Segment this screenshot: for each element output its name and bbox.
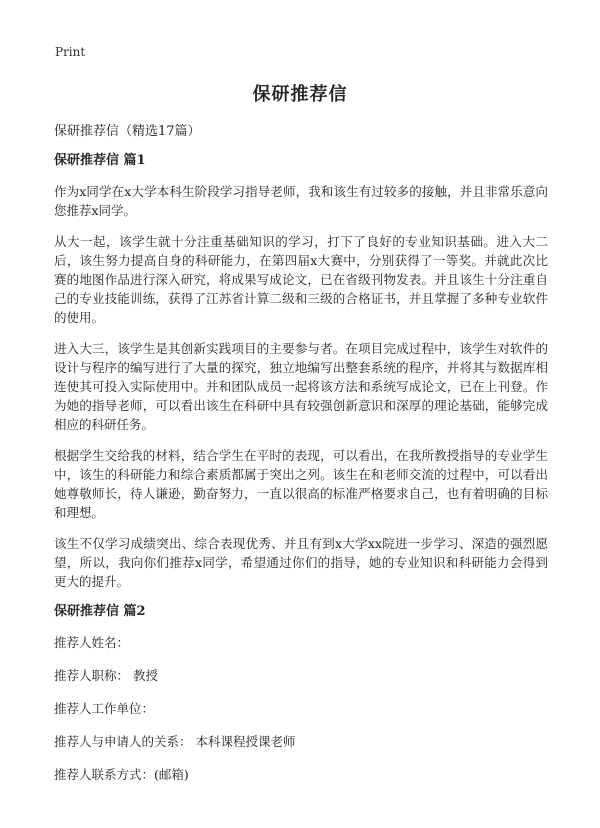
section-heading: 保研推荐信 篇1 [54, 153, 146, 168]
print-link[interactable]: Print [55, 45, 86, 59]
paragraph: 进入大三，该学生是其创新实践项目的主要参与者。在项目完成过程中，该学生对软件的设计与程序的编写进行了大量的探究，独立地编写出整套系统的程序，并将其与数据库相连使其可投入实际使用中。并和团队成员一起将该方法和系统写成论文，已在上刊登。作为她的指导老师，可以看出该生在科研中具有较强创新意识和深厚的理论基础，能够完成相应的科研任务。 [54, 341, 548, 432]
paragraph: 根据学生交给我的材料，结合学生在平时的表现，可以看出，在我所教授指导的专业学生中，该生的科研能力和综合素质都属于突出之列。该生在和老师交流的过程中，可以看出她尊敬师长，待人谦逊，勤奋努力，一直以很高的标准严格要求自己，也有着明确的目标和理想。 [54, 448, 548, 520]
document-subtitle: 保研推荐信（精选17篇） [54, 124, 201, 139]
document-body [54, 152, 548, 798]
section-2 [54, 603, 548, 784]
field-line: 推荐人联系方式：(邮箱) [54, 767, 189, 782]
section-1 [54, 152, 548, 591]
section-heading: 保研推荐信 篇2 [54, 604, 146, 619]
paragraph: 该生不仅学习成绩突出、综合表现优秀、并且有到x大学xx院进一步学习、深造的强烈愿望，所以，我向你们推荐x同学，希望通过你们的指导，她的专业知识和科研能力会得到更大的提升。 [54, 536, 548, 589]
page-title: 保研推荐信 [252, 84, 348, 105]
field-line: 推荐人工作单位： [54, 701, 155, 716]
field-line: 推荐人职称： 教授 [54, 668, 158, 683]
field-line: 推荐人与申请人的关系： 本科课程授课老师 [54, 734, 296, 749]
field-line: 推荐人姓名： [54, 635, 130, 650]
paragraph: 从大一起，该学生就十分注重基础知识的学习，打下了良好的专业知识基础。进入大二后，该生努力提高自身的科研能力，在第四届x大赛中，分别获得了一等奖。并就此次比赛的地图作品进行深入研究，将成果写成论文，已在省级刊物发表。并且该生十分注重自己的专业技能训练，获得了江苏省计算二级和三级的合格证书，并且掌握了多种专业软件的使用。 [54, 234, 548, 325]
paragraph: 作为x同学在x大学本科生阶段学习指导老师，我和该生有过较多的接触，并且非常乐意向您推荐x同学。 [54, 184, 548, 218]
